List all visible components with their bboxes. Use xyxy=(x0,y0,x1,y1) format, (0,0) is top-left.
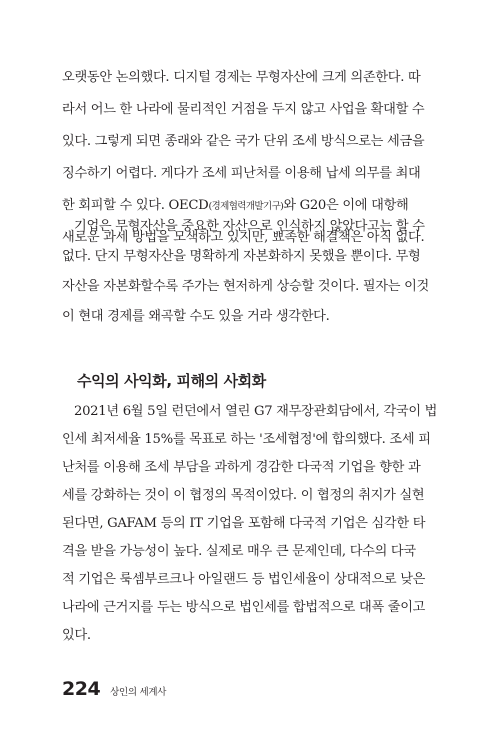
text-line: 있다. xyxy=(62,628,91,643)
text-line: 세를 강화하는 것이 이 협정의 목적이었다. 이 협정의 취지가 실현 xyxy=(62,488,425,503)
text-line: 인세 최저세율 15%를 목표로 하는 '조세협정'에 합의했다. 조세 피 xyxy=(62,432,431,447)
text-line: 난처를 이용해 조세 부담을 과하게 경감한 다국적 기업을 향한 과 xyxy=(62,460,421,475)
text-line: 나라에 근거지를 두는 방식으로 법인세를 합법적으로 대폭 줄이고 xyxy=(62,600,426,615)
text-line: 2021년 6월 5일 런던에서 열린 G7 재무장관회담에서, 각국이 법 xyxy=(74,404,438,419)
text-line: 자산을 자본화할수록 주가는 현저하게 상승할 것이다. 필자는 이것 xyxy=(62,279,429,294)
running-title: 상인의 세계사 xyxy=(110,687,167,698)
text-line: 격을 받을 가능성이 높다. 실제로 매우 큰 문제인데, 다수의 다국 xyxy=(62,544,416,559)
section-heading: 수익의 사익화, 피해의 사회화 xyxy=(77,372,266,390)
text-line: 기업은 무형자산을 중요한 자산으로 인식하지 않았다고는 할 수 xyxy=(74,219,425,234)
text-line: 오랫동안 논의했다. 디지털 경제는 무형자산에 크게 의존한다. 따 xyxy=(62,70,421,85)
text-line: 없다. 단지 무형자산을 명확하게 자본화하지 못했을 뿐이다. 무형 xyxy=(62,249,421,264)
text-segment: 한 회피할 수 있다. OECD xyxy=(62,198,209,213)
text-line: 된다면, GAFAM 등의 IT 기업을 포함해 다국적 기업은 심각한 타 xyxy=(62,516,426,531)
text-segment: 와 G20은 이에 대항해 xyxy=(283,198,409,213)
oecd-gloss: (경제협력개발기구) xyxy=(208,201,284,212)
text-line: 징수하기 어렵다. 게다가 조세 피난처를 이용해 납세 의무를 최대 xyxy=(62,166,421,181)
text-line: 적 기업은 룩셈부르크나 아일랜드 등 법인세율이 상대적으로 낮은 xyxy=(62,572,426,587)
text-line: 라서 어느 한 나라에 물리적인 거점을 두지 않고 사업을 확대할 수 xyxy=(62,102,425,117)
text-line: 있다. 그렇게 되면 종래와 같은 국가 단위 조세 방식으로는 세금을 xyxy=(62,134,425,149)
page-footer xyxy=(62,678,166,702)
page-number: 224 xyxy=(62,678,101,700)
text-line: 새로운 과세 방법을 모색하고 있지만, 뾰족한 해결책은 아직 없다. xyxy=(62,230,425,245)
text-line: 이 현대 경제를 왜곡할 수도 있을 거라 생각한다. xyxy=(62,309,330,324)
